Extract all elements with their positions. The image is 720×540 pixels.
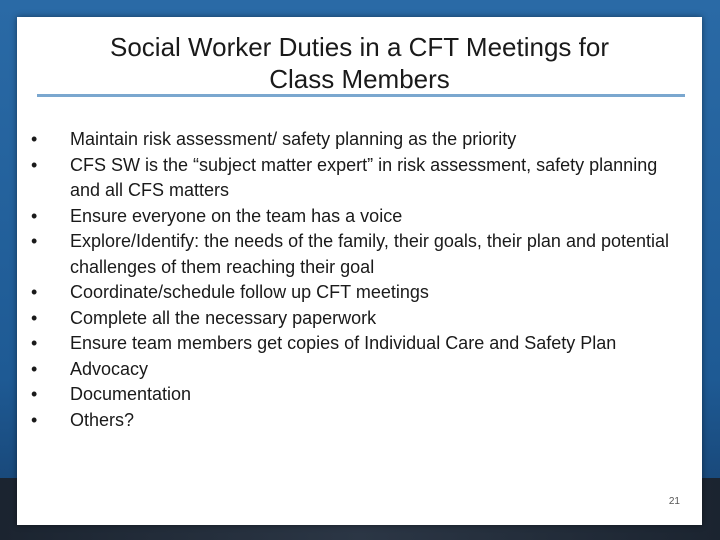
bullet-item [27, 204, 687, 230]
bullet-text: Complete all the necessary paperwork [70, 307, 377, 328]
page-number: 21 [668, 496, 680, 507]
bullet-item [27, 408, 687, 434]
bullet-text: Coordinate/schedule follow up CFT meetings [70, 282, 429, 302]
bullet-icon: • [31, 409, 38, 430]
bullet-icon: • [31, 154, 38, 175]
bullet-item [27, 306, 687, 332]
bullet-item [27, 357, 687, 383]
bullet-text: Documentation [70, 384, 192, 404]
bullet-icon: • [31, 358, 38, 379]
title-line-2: Class Members [269, 64, 450, 94]
bullet-text: Maintain risk assessment/ safety planning as the priority [70, 129, 517, 149]
bullet-item [27, 331, 687, 357]
title-underline [37, 94, 685, 97]
title-line-1: Social Worker Duties in a CFT Meetings for [110, 32, 609, 62]
bullet-icon: • [31, 307, 38, 328]
bullet-item [27, 229, 687, 280]
bullet-text: Explore/Identify: the needs of the family, their goals, their plan and potential challenges of them reaching their goal [70, 231, 670, 277]
bullet-item [27, 382, 687, 408]
bullet-text: Others? [70, 409, 135, 430]
bullet-icon: • [31, 282, 38, 302]
bullet-icon: • [31, 384, 38, 404]
slide-title [17, 31, 702, 95]
bullet-text: CFS SW is the “subject matter expert” in risk assessment, safety planning and all CFS matters [70, 154, 658, 200]
bullet-text: Advocacy [70, 358, 149, 379]
bullet-icon: • [31, 333, 38, 353]
bullet-icon: • [31, 231, 38, 251]
bullet-list [27, 127, 687, 433]
bullet-text: Ensure everyone on the team has a voice [70, 205, 403, 226]
bullet-icon: • [31, 205, 38, 226]
slide [17, 17, 702, 525]
bullet-icon: • [31, 129, 38, 149]
bullet-text: Ensure team members get copies of Individual Care and Safety Plan [70, 333, 617, 353]
bullet-item [27, 153, 687, 204]
bullet-item [27, 280, 687, 306]
bullet-item [27, 127, 687, 153]
